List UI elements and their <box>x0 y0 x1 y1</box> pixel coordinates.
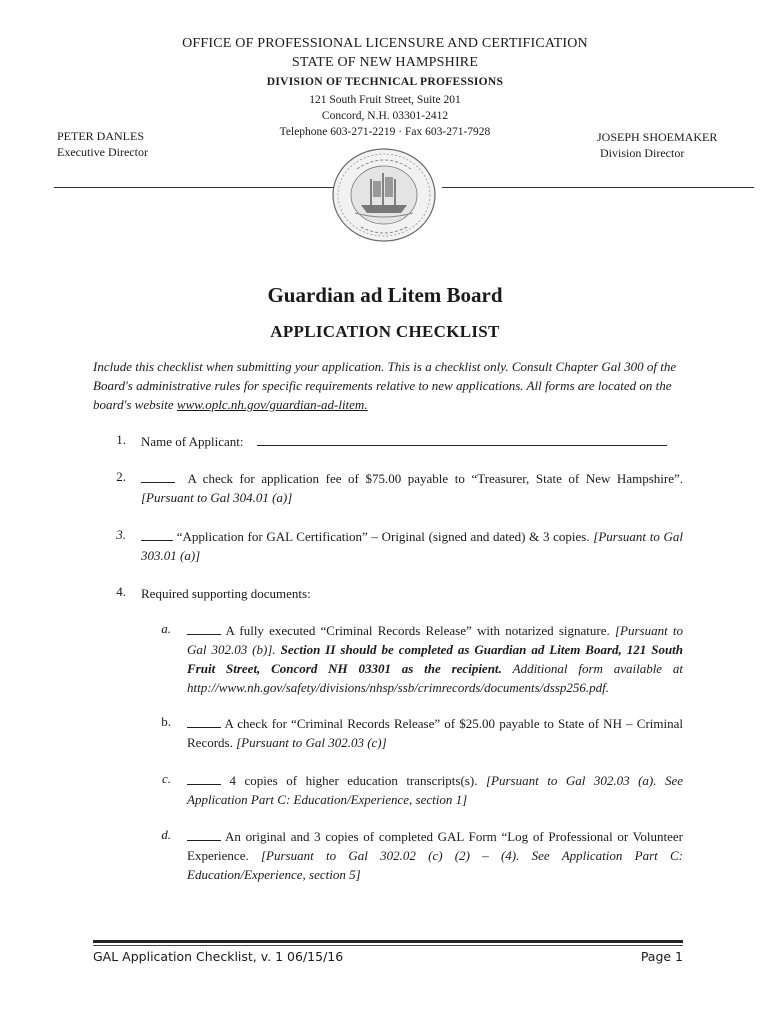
item-a-checkbox-line[interactable] <box>187 623 221 635</box>
item-a-instruction: Section II should be completed as Guardian ad Litem Board, 121 South Fruit Street, Concord NH 03301 as the recipient. <box>187 642 684 676</box>
executive-director-title: Executive Director <box>57 145 148 159</box>
item-c-text <box>187 771 683 809</box>
division-director-name: JOSEPH SHOEMAKER <box>597 130 718 144</box>
item-d-checkbox-line[interactable] <box>187 829 221 841</box>
item-2-number: 2. <box>116 469 126 484</box>
executive-director <box>57 128 148 160</box>
item-d-letter: d. <box>161 827 171 842</box>
item-1-number: 1. <box>116 432 126 447</box>
item-3-checkbox-line[interactable] <box>141 529 173 541</box>
division-director-title: Division Director <box>600 146 685 160</box>
item-d-text <box>187 827 683 884</box>
item-2-text <box>141 469 683 507</box>
intro-text: Include this checklist when submitting your application. This is a checklist only. Consult Chapter Gal 300 of the Board's administrative rules for specific requirements relative to new applications. All forms are located on the board's website <box>93 359 677 412</box>
item-c-reference: [Pursuant to Gal 302.03 (a). See Application Part C: Education/Experience, section 1] <box>187 773 684 807</box>
header-division: DIVISION OF TECHNICAL PROFESSIONS <box>266 76 504 88</box>
item-2-description: A check for application fee of $75.00 payable to “Treasurer, State of New Hampshire”. <box>187 471 683 486</box>
item-3-reference: [Pursuant to Gal 303.01 (a)] <box>141 529 684 563</box>
item-a-reference: [Pursuant to Gal 302.03 (b)]. <box>187 623 684 657</box>
item-b-reference: [Pursuant to Gal 302.03 (c)] <box>236 735 387 750</box>
item-2-reference: [Pursuant to Gal 304.01 (a)] <box>141 490 293 505</box>
item-b-letter: b. <box>161 714 171 729</box>
item-d-description: An original and 3 copies of completed GAL Form “Log of Professional or Volunteer Experience. <box>187 829 683 863</box>
header-address-street: 121 South Fruit Street, Suite 201 <box>309 94 461 106</box>
item-3-number: 3. <box>116 527 126 542</box>
item-a-letter: a. <box>161 621 171 636</box>
header-address-city: Concord, N.H. 03301-2412 <box>321 110 449 122</box>
item-c-description: 4 copies of higher education transcripts(s). <box>229 773 478 788</box>
intro-paragraph <box>93 357 683 414</box>
item-4-label: Required supporting documents: <box>141 586 311 601</box>
footer-page-number: Page 1 <box>640 949 683 964</box>
item-b-description: A check for “Criminal Records Release” of $25.00 payable to State of NH – Criminal Records. <box>187 716 683 750</box>
item-b-text <box>187 714 683 752</box>
item-4-number: 4. <box>116 584 126 599</box>
item-3-text <box>141 527 683 565</box>
header-state: STATE OF NEW HAMPSHIRE <box>291 55 479 70</box>
footer-rule-thick <box>93 940 683 943</box>
header-rule-right <box>442 187 754 188</box>
item-c-checkbox-line[interactable] <box>187 773 221 785</box>
item-a-text <box>187 621 683 697</box>
item-a-description: A fully executed “Criminal Records Release” with notarized signature. <box>225 623 610 638</box>
executive-director-name: PETER DANLES <box>57 129 144 143</box>
footer-rule-thin <box>93 945 683 946</box>
header-rule-left <box>54 187 334 188</box>
item-d-reference: [Pursuant to Gal 302.02 (c) (2) – (4). See Application Part C: Education/Experience, section 5] <box>187 848 683 882</box>
division-director <box>597 129 717 161</box>
item-1-label: Name of Applicant: <box>141 434 244 449</box>
applicant-name-field[interactable] <box>257 433 667 446</box>
item-2-checkbox-line[interactable] <box>141 471 175 483</box>
item-3-description: “Application for GAL Certification” – Original (signed and dated) & 3 copies. <box>176 529 590 544</box>
header-phone-fax: Telephone 603-271-2219 · Fax 603-271-7928 <box>279 126 491 138</box>
item-c-letter: c. <box>161 771 171 786</box>
page-title: Guardian ad Litem Board <box>267 283 503 307</box>
state-seal-icon <box>331 147 437 243</box>
header-office: OFFICE OF PROFESSIONAL LICENSURE AND CERTIFICATION <box>182 36 588 51</box>
page-subtitle: APPLICATION CHECKLIST <box>270 322 500 341</box>
board-website-link[interactable]: www.oplc.nh.gov/guardian-ad-litem. <box>176 397 368 412</box>
item-a-form-link[interactable]: Additional form available at http://www.nh.gov/safety/divisions/nhsp/ssb/crimrecords/documents/dssp256.pdf. <box>187 661 684 695</box>
footer-version: GAL Application Checklist, v. 1 06/15/16 <box>93 949 344 964</box>
item-b-checkbox-line[interactable] <box>187 716 221 728</box>
